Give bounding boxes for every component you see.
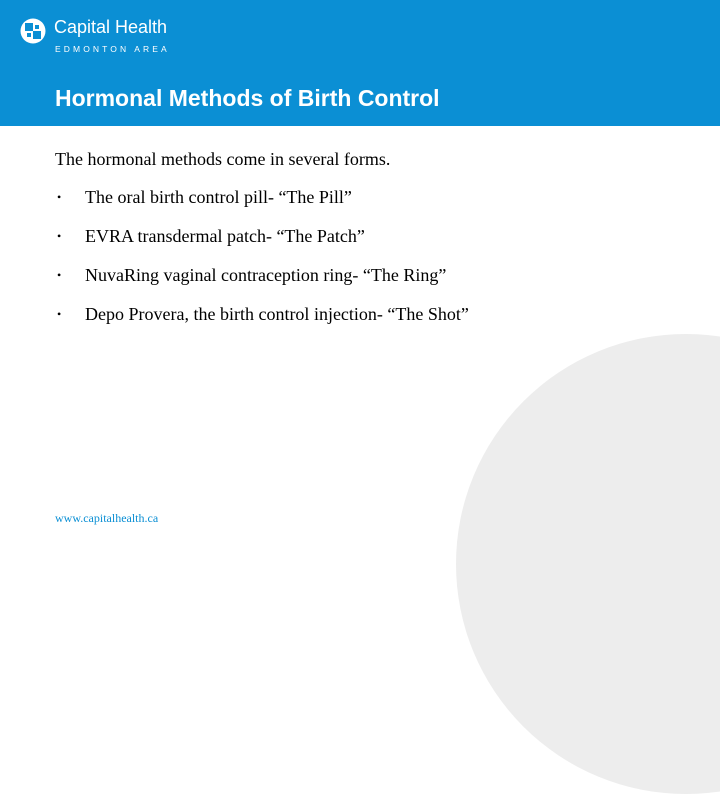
decorative-circle [456,334,720,794]
list-item [55,303,675,325]
bullet-list [55,186,675,325]
slide-title: Hormonal Methods of Birth Control [55,85,440,111]
bullet-icon: • [57,190,62,204]
intro-text: The hormonal methods come in several forms. [55,149,391,169]
list-item-text: Depo Provera, the birth control injection- “The Shot” [85,304,469,324]
bullet-icon: • [57,307,62,321]
slide-header [0,0,720,126]
list-item [55,264,675,286]
brand-subname: EDMONTON AREA [55,44,170,54]
bullet-icon: • [57,229,62,243]
list-item-text: EVRA transdermal patch- “The Patch” [85,226,365,246]
slide-body [55,148,675,342]
list-item-text: NuvaRing vaginal contraception ring- “The Ring” [85,265,447,285]
footer-website-link[interactable]: www.capitalhealth.ca [55,511,159,525]
bullet-icon: • [57,268,62,282]
capital-health-logo-icon [20,18,46,44]
brand-name: Capital Health [54,17,168,37]
list-item-text: The oral birth control pill- “The Pill” [85,187,352,207]
list-item [55,186,675,208]
list-item [55,225,675,247]
